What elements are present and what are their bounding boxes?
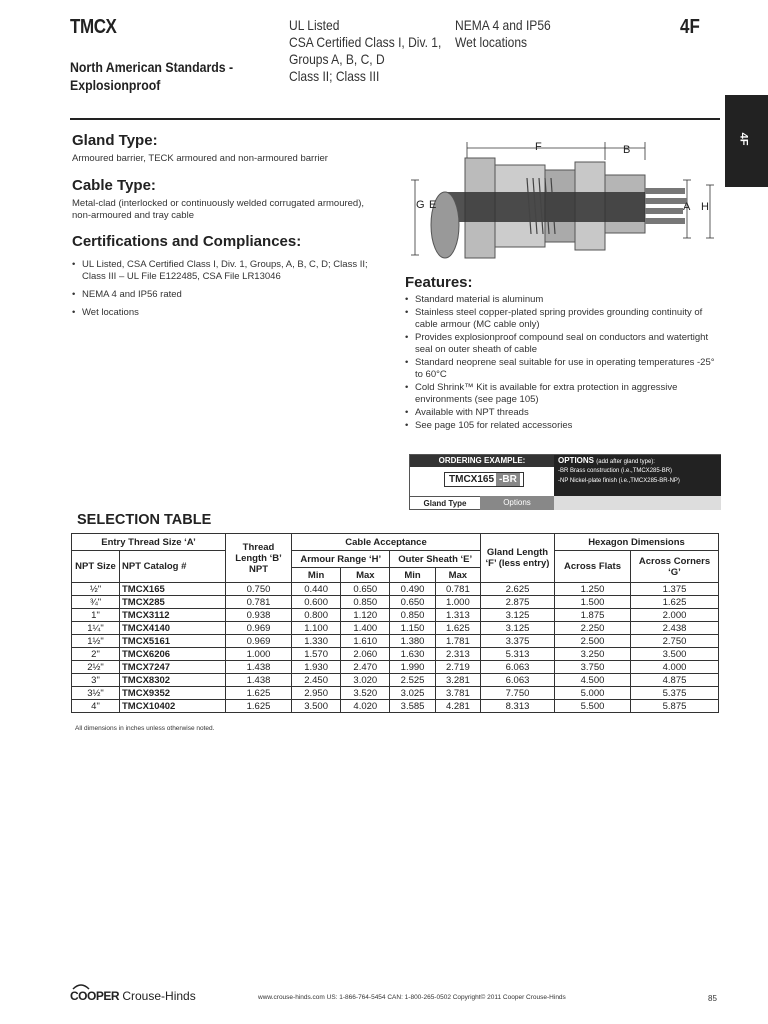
cell-npt-size: 2" [72,648,120,661]
cell-thread-length: 1.000 [226,648,292,661]
cell-catalog-number: TMCX7247 [120,661,226,674]
header-cert-line: Groups A, B, C, D [289,51,385,67]
header-cert-line: UL Listed [289,17,340,33]
cell-across-corners: 2.438 [631,622,719,635]
cell-across-flats: 3.250 [555,648,631,661]
cell-sheath-min: 0.490 [390,583,435,596]
feature-item: • Cold Shrink™ Kit is available for extra protection in aggressive environments (see page 105) [405,382,725,406]
cell-across-flats: 5.000 [555,687,631,700]
cell-npt-size: ½" [72,583,120,596]
product-title: TMCX [70,16,117,38]
cell-sheath-min: 0.850 [390,609,435,622]
feature-item: • Stainless steel copper-plated spring provides grounding continuity of cable armour (MC cable only) [405,307,725,331]
cell-gland-length: 3.125 [481,609,555,622]
cell-npt-size: 1½" [72,635,120,648]
header-npt-catalog: NPT Catalog # [120,551,226,583]
feature-item: • Provides explosionproof compound seal on conductors and watertight seal on outer sheath of cable [405,332,725,356]
section-side-tab[interactable] [725,95,768,187]
cell-catalog-number: TMCX3112 [120,609,226,622]
cell-sheath-max: 1.000 [435,596,480,609]
selection-table [71,533,719,713]
table-row [72,674,719,687]
certification-item: • UL Listed, CSA Certified Class I, Div. 1, Groups, A, B, C, D; Class II; Class III – UL File E122485, CSA File LR13046 [72,259,372,283]
table-footnote: All dimensions in inches unless otherwise noted. [75,725,215,732]
dimension-label-e: E [429,199,437,211]
cell-thread-length: 1.625 [226,687,292,700]
cell-armour-min: 0.600 [292,596,341,609]
footer-contact-info: www.crouse-hinds.com US: 1-866-764-5454 CAN: 1-800-265-0502 Copyright© 2011 Cooper Crouse-Hinds [258,994,566,1001]
cell-sheath-min: 1.630 [390,648,435,661]
example-code: TMCX165 [449,474,495,485]
cell-npt-size: 1¼" [72,622,120,635]
cell-sheath-min: 2.525 [390,674,435,687]
table-row [72,583,719,596]
cell-armour-min: 1.100 [292,622,341,635]
cell-catalog-number: TMCX5161 [120,635,226,648]
header-thread-length: Thread Length ‘B’ NPT [226,534,292,583]
cell-across-corners: 1.625 [631,596,719,609]
cell-thread-length: 0.750 [226,583,292,596]
cell-sheath-max: 1.781 [435,635,480,648]
cell-sheath-max: 1.313 [435,609,480,622]
cell-gland-length: 2.875 [481,596,555,609]
cell-across-corners: 5.375 [631,687,719,700]
table-row [72,700,719,713]
cell-across-flats: 1.500 [555,596,631,609]
header-armour-min: Min [292,568,341,583]
cell-across-corners: 1.375 [631,583,719,596]
cell-npt-size: 3" [72,674,120,687]
cell-sheath-min: 3.585 [390,700,435,713]
header-cable-acceptance: Cable Acceptance [292,534,481,551]
example-catalog-code [444,472,524,487]
options-panel [554,455,721,496]
cell-across-flats: 2.500 [555,635,631,648]
cell-armour-min: 2.450 [292,674,341,687]
gland-dimension-diagram [405,130,725,265]
cell-armour-min: 1.570 [292,648,341,661]
header-across-flats: Across Flats [555,551,631,583]
header-entry-thread: Entry Thread Size ‘A’ [72,534,226,551]
cell-sheath-min: 1.990 [390,661,435,674]
cell-armour-min: 2.950 [292,687,341,700]
options-label: Options [480,496,554,510]
cell-armour-max: 4.020 [341,700,390,713]
cell-thread-length: 1.438 [226,661,292,674]
cell-catalog-number: TMCX8302 [120,674,226,687]
options-title [554,455,721,466]
table-row [72,687,719,700]
cell-thread-length: 0.938 [226,609,292,622]
gland-type-text: Armoured barrier, TECK armoured and non-armoured barrier [72,153,328,164]
cell-npt-size: 4" [72,700,120,713]
table-row [72,622,719,635]
cell-sheath-max: 4.281 [435,700,480,713]
ordering-example [409,454,721,510]
cell-armour-min: 0.440 [292,583,341,596]
cell-catalog-number: TMCX4140 [120,622,226,635]
table-row [72,661,719,674]
cell-sheath-max: 1.625 [435,622,480,635]
cell-thread-length: 1.625 [226,700,292,713]
cell-armour-max: 1.120 [341,609,390,622]
options-note: (add after gland type): [596,459,655,465]
cell-sheath-min: 1.150 [390,622,435,635]
cell-armour-max: 2.060 [341,648,390,661]
cell-across-flats: 4.500 [555,674,631,687]
cell-armour-min: 1.930 [292,661,341,674]
cell-thread-length: 1.438 [226,674,292,687]
header-hexagon: Hexagon Dimensions [555,534,719,551]
feature-item: • See page 105 for related accessories [405,420,725,432]
example-suffix: -BR [496,473,520,486]
brand-name-rest: Crouse-Hinds [119,989,196,1003]
cell-across-corners: 2.000 [631,609,719,622]
cell-catalog-number: TMCX165 [120,583,226,596]
cell-sheath-max: 0.781 [435,583,480,596]
header-armour-max: Max [341,568,390,583]
feature-item: • Standard material is aluminum [405,294,725,306]
features-list [405,294,725,433]
cell-across-corners: 2.750 [631,635,719,648]
option-item: -NP Nickel-plate finish (i.e.,TMCX285-BR-NP) [558,478,680,484]
ordering-footer-fill [554,496,721,510]
table-row [72,609,719,622]
cell-gland-length: 2.625 [481,583,555,596]
header-armour-range: Armour Range ‘H’ [292,551,390,568]
header-sheath-min: Min [390,568,435,583]
certifications-list [72,259,372,325]
header-ratings [455,17,575,51]
certification-item: • NEMA 4 and IP56 rated [72,289,372,301]
certifications-heading: Certifications and Compliances: [72,233,302,250]
cell-across-flats: 1.250 [555,583,631,596]
cell-gland-length: 5.313 [481,648,555,661]
brand-name-bold: COOPER [70,989,120,1003]
gland-type-label: Gland Type [410,496,480,510]
cell-npt-size: 3½" [72,687,120,700]
certification-item: • Wet locations [72,307,372,319]
selection-table-body [72,583,719,713]
cell-thread-length: 0.969 [226,622,292,635]
cell-gland-length: 6.063 [481,674,555,687]
section-code: 4F [680,16,700,38]
cell-catalog-number: TMCX10402 [120,700,226,713]
cell-across-corners: 3.500 [631,648,719,661]
dimension-label-a: A [683,201,691,213]
feature-item: • Standard neoprene seal suitable for use in operating temperatures -25° to 60°C [405,357,725,381]
option-item: -BR Brass construction (i.e.,TMCX285-BR) [558,468,673,474]
cell-across-flats: 5.500 [555,700,631,713]
cell-across-flats: 3.750 [555,661,631,674]
cell-gland-length: 8.313 [481,700,555,713]
table-row [72,648,719,661]
table-row [72,635,719,648]
cell-catalog-number: TMCX9352 [120,687,226,700]
header-cert-line: CSA Certified Class I, Div. 1, [289,34,442,50]
table-row [72,596,719,609]
cell-armour-max: 3.020 [341,674,390,687]
cell-across-flats: 1.875 [555,609,631,622]
header-gland-length: Gland Length ‘F’ (less entry) [481,534,555,583]
cell-across-corners: 5.875 [631,700,719,713]
cable-type-heading: Cable Type: [72,177,156,194]
selection-table-title: SELECTION TABLE [77,512,212,528]
dimension-label-b: B [623,144,631,156]
cell-sheath-max: 3.281 [435,674,480,687]
feature-item: • Available with NPT threads [405,407,725,419]
page-number: 85 [708,994,717,1003]
cell-armour-max: 3.520 [341,687,390,700]
dimension-label-f: F [535,141,542,153]
header-rating-line: NEMA 4 and IP56 [455,17,551,33]
cell-thread-length: 0.781 [226,596,292,609]
ordering-example-heading: ORDERING EXAMPLE: [410,455,554,467]
cell-thread-length: 0.969 [226,635,292,648]
cell-sheath-max: 2.719 [435,661,480,674]
cell-npt-size: 2½" [72,661,120,674]
cell-npt-size: ¾" [72,596,120,609]
cell-armour-max: 0.650 [341,583,390,596]
features-heading: Features: [405,274,473,291]
dimension-label-g: G [416,199,425,211]
cell-gland-length: 3.125 [481,622,555,635]
cell-across-corners: 4.875 [631,674,719,687]
cell-armour-max: 1.610 [341,635,390,648]
header-cert-line: Class II; Class III [289,68,380,84]
cell-catalog-number: TMCX285 [120,596,226,609]
cell-sheath-max: 2.313 [435,648,480,661]
header-certifications [289,17,461,85]
cell-gland-length: 6.063 [481,661,555,674]
brand-logo [70,989,196,1003]
header-across-corners: Across Corners ‘G’ [631,551,719,583]
cell-gland-length: 3.375 [481,635,555,648]
cell-sheath-min: 3.025 [390,687,435,700]
header-npt-size: NPT Size [72,551,120,583]
dimension-label-h: H [701,201,709,213]
cell-across-flats: 2.250 [555,622,631,635]
cell-armour-min: 3.500 [292,700,341,713]
cell-armour-min: 1.330 [292,635,341,648]
cell-sheath-max: 3.781 [435,687,480,700]
options-heading: OPTIONS [558,456,595,465]
header-sheath-max: Max [435,568,480,583]
cell-across-corners: 4.000 [631,661,719,674]
cell-sheath-min: 1.380 [390,635,435,648]
cell-npt-size: 1" [72,609,120,622]
cable-type-text: Metal-clad (interlocked or continuously welded corrugated armoured), non-armoured and tray cable [72,198,365,221]
side-tab-label: 4F [737,132,750,146]
cell-armour-max: 2.470 [341,661,390,674]
product-subtitle: North American Standards - Explosionproof [70,59,234,93]
cell-armour-max: 1.400 [341,622,390,635]
header-rating-line: Wet locations [455,34,528,50]
cell-armour-min: 0.800 [292,609,341,622]
header-outer-sheath: Outer Sheath ‘E’ [390,551,481,568]
gland-type-heading: Gland Type: [72,132,158,149]
cell-sheath-min: 0.650 [390,596,435,609]
cell-armour-max: 0.850 [341,596,390,609]
header-divider [70,118,720,120]
cell-gland-length: 7.750 [481,687,555,700]
cell-catalog-number: TMCX6206 [120,648,226,661]
